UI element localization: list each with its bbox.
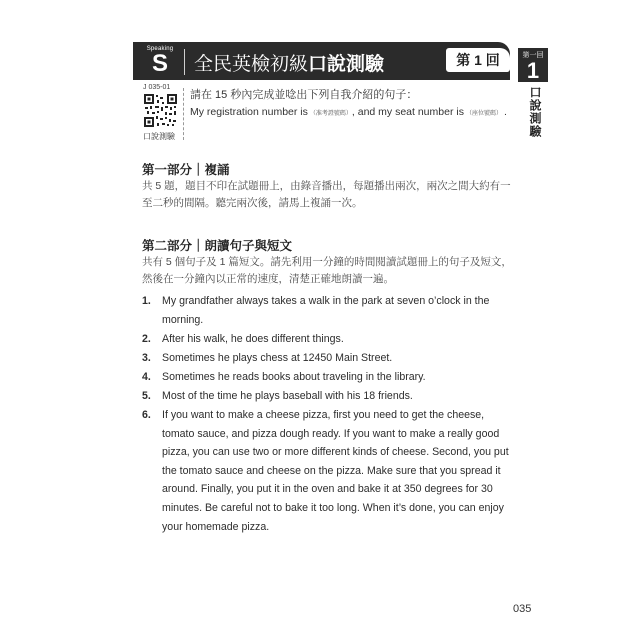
intro-part-a: My registration number is [190, 106, 308, 118]
instruction-divider [183, 88, 185, 140]
side-tab [518, 48, 548, 82]
qr-caption: 口說測驗 [143, 132, 175, 141]
item-number: 3. [142, 351, 151, 364]
item-number: 1. [142, 295, 151, 307]
part2-heading: 第二部分｜朗讀句子與短文 [142, 239, 293, 253]
reading-items-list [142, 292, 512, 537]
list-item [142, 387, 512, 406]
item-number: 4. [142, 370, 151, 383]
title-bold: 口說測驗 [308, 54, 385, 75]
list-item [142, 406, 512, 536]
item-number: 5. [142, 389, 151, 402]
side-tab-vertical-label: 口說測驗 [528, 86, 542, 138]
speaking-label: Speaking [146, 46, 174, 52]
instruction-text: 請在 15 秒內完成並唸出下列自我介紹的句子： [190, 89, 418, 101]
list-item [142, 368, 512, 387]
part2-description: 共有 5 個句子及 1 篇短文。請先利用一分鐘的時間閱讀試題冊上的句子及短文，然後在一分鐘內以正常的速度，清楚正確地朗讀一遍。 [142, 256, 512, 285]
page-title [194, 49, 384, 76]
item-text: After his walk, he does different things. [162, 332, 344, 345]
registration-number-hint: （准考證號碼） [309, 111, 352, 117]
seat-number-hint: （座位號碼） [465, 111, 502, 117]
round-label: 第 1 回 [446, 48, 510, 72]
list-item [142, 330, 512, 349]
intro-end: . [503, 106, 507, 118]
item-text: If you want to make a cheese pizza, first you need to get the cheese, tomato sauce, and pizza dough ready. If you want to make a really good pizza, you can use two or more different kinds of cheese. Second, you put the tomato sauce and cheese on the pizza. Make sure that you spread it around. Finally, you put it in the oven and bake it at 350 degrees for 30 minutes. Be careful not to bake it too long. When it’s done, you can enjoy your homemade pizza. [162, 409, 509, 533]
part1-heading: 第一部分｜複誦 [142, 163, 230, 177]
item-text: Sometimes he reads books about traveling in the library. [162, 370, 426, 383]
audio-track-code: J 035-01 [143, 84, 171, 91]
section-badge [140, 45, 180, 76]
item-number: 2. [142, 332, 151, 345]
list-item [142, 349, 512, 368]
title-normal: 全民英檢初級 [194, 54, 309, 75]
item-text: My grandfather always takes a walk in the park at seven o’clock in the morning. [162, 295, 490, 326]
list-item [142, 292, 512, 329]
section-letter: S [151, 50, 168, 77]
page-number: 035 [513, 603, 532, 615]
part1-description: 共 5 題，題目不印在試題冊上，由錄音播出，每題播出兩次，兩次之間大約有一至二秒的間隔。聽完兩次後，請馬上複誦一次。 [142, 180, 511, 209]
item-text: Most of the time he plays baseball with his 18 friends. [162, 389, 413, 402]
side-tab-small-label: 第一回 [522, 52, 544, 59]
qr-code-icon [143, 93, 178, 128]
banner-divider [184, 49, 185, 75]
item-number: 6. [142, 409, 151, 422]
self-intro-sentence [190, 106, 507, 118]
side-tab-number: 1 [526, 58, 540, 83]
item-text: Sometimes he plays chess at 12450 Main Street. [162, 351, 393, 364]
intro-part-b: , and my seat number is [351, 106, 464, 118]
